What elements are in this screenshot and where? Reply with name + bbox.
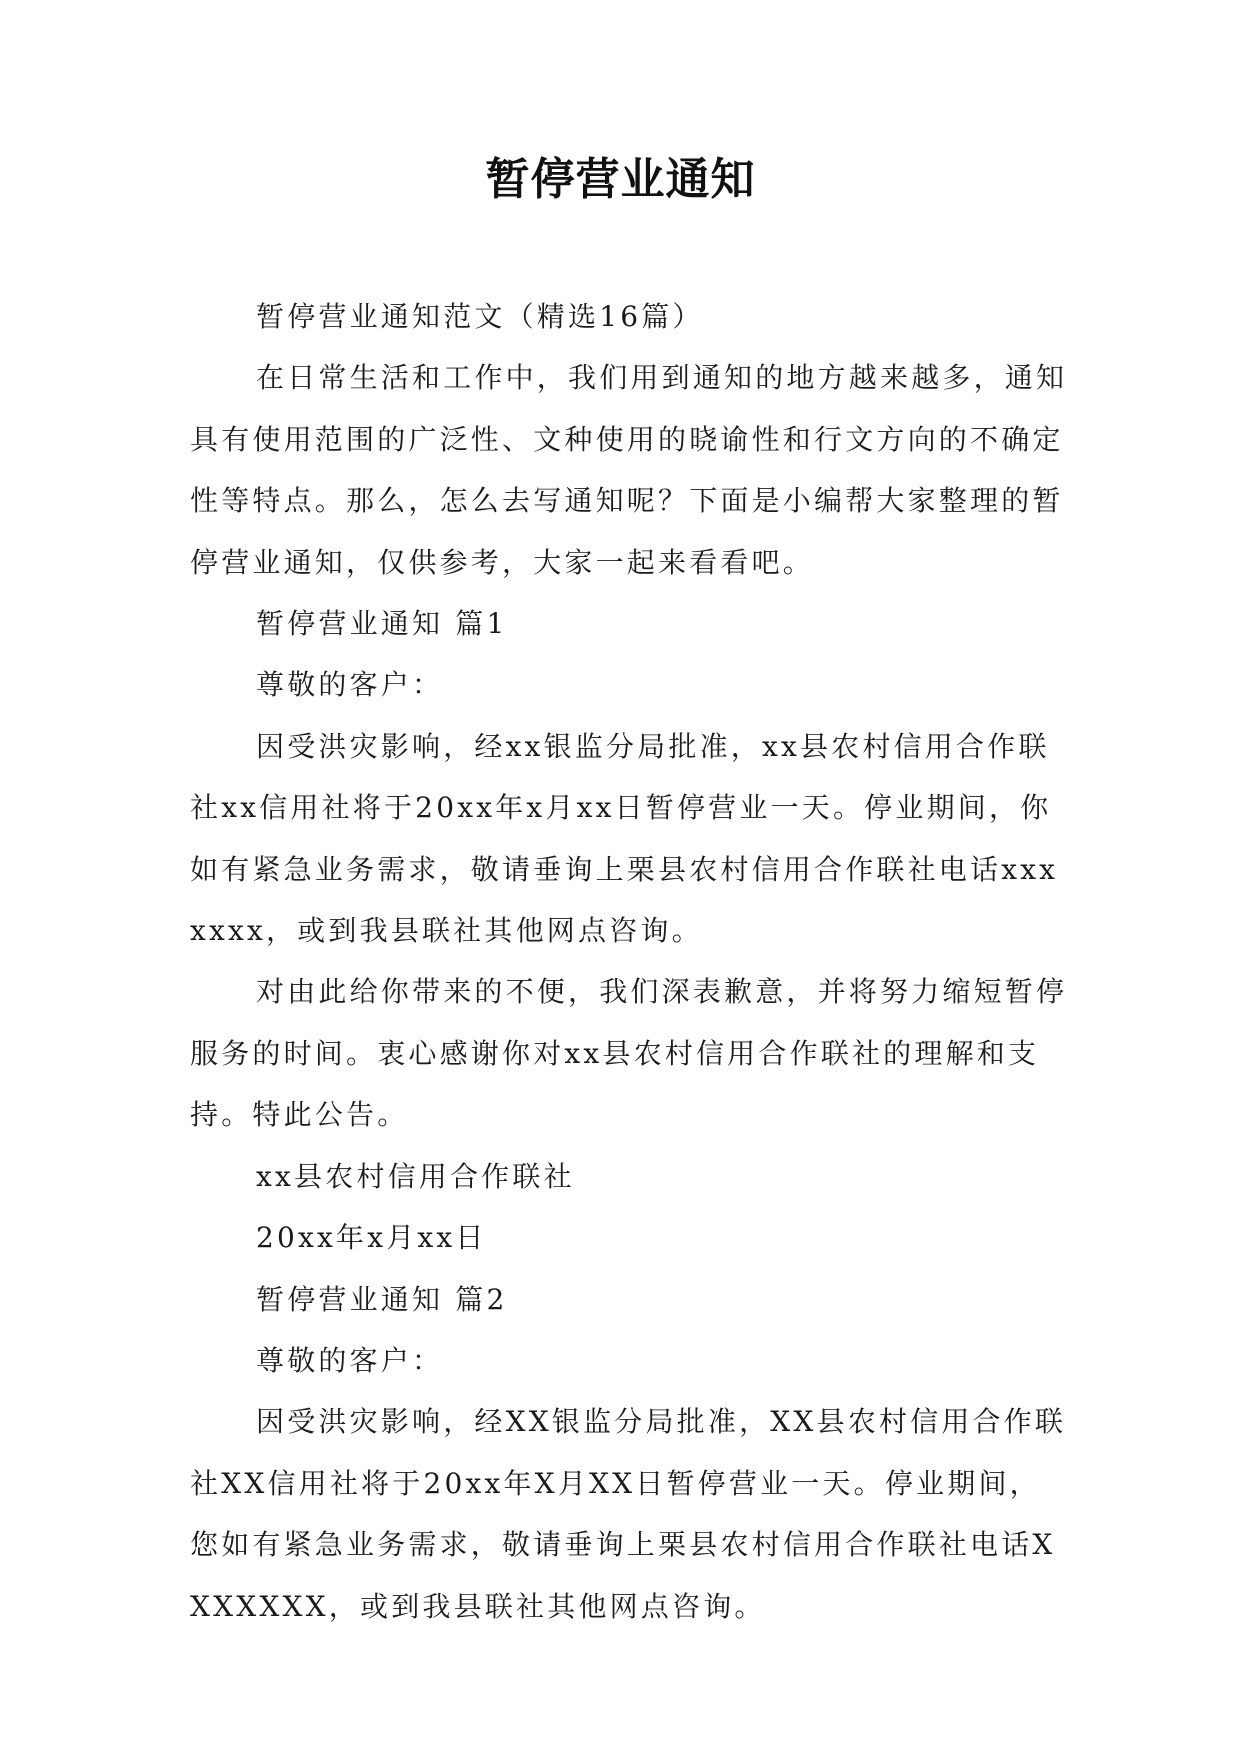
notice-paragraph-2: 因受洪灾影响，经XX银监分局批准，XX县农村信用合作联社XX信用社将于20xx年X月XX日暂停营业一天。停业期间，您如有紧急业务需求，敬请垂询上栗县农村信用合作联社电话XXXXXXX，或到我县联社其他网点咨询。 [190, 1405, 1067, 1623]
salutation-1: 尊敬的客户： [256, 668, 444, 702]
apology-paragraph-1: 对由此给你带来的不便，我们深表歉意，并将努力缩短暂停服务的时间。衷心感谢你对xx县农村信用合作联社的理解和支持。特此公告。 [190, 975, 1068, 1132]
section-heading-1: 暂停营业通知 篇1 [256, 607, 508, 641]
document-title: 暂停营业通知 [485, 154, 756, 205]
salutation-2: 尊敬的客户： [256, 1343, 444, 1377]
intro-paragraph: 在日常生活和工作中，我们用到通知的地方越来越多，通知具有使用范围的广泛性、文种使用的晓谕性和行文方向的不确定性等特点。那么，怎么去写通知呢？下面是小编帮大家整理的暂停营业通知，仅供参考，大家一起来看看吧。 [190, 361, 1068, 579]
section-heading-2: 暂停营业通知 篇2 [256, 1282, 508, 1316]
document-body [190, 286, 1070, 1637]
signature-date-1: 20xx年x月xx日 [256, 1221, 487, 1255]
notice-paragraph-1: 因受洪灾影响，经xx银监分局批准，xx县农村信用合作联社xx信用社将于20xx年x月xx日暂停营业一天。停业期间，你如有紧急业务需求，敬请垂询上栗县农村信用合作联社电话xxxxxxx，或到我县联社其他网点咨询。 [190, 729, 1059, 948]
intro-heading: 暂停营业通知范文（精选16篇） [256, 300, 704, 333]
signature-org-1: xx县农村信用合作联社 [256, 1159, 575, 1193]
